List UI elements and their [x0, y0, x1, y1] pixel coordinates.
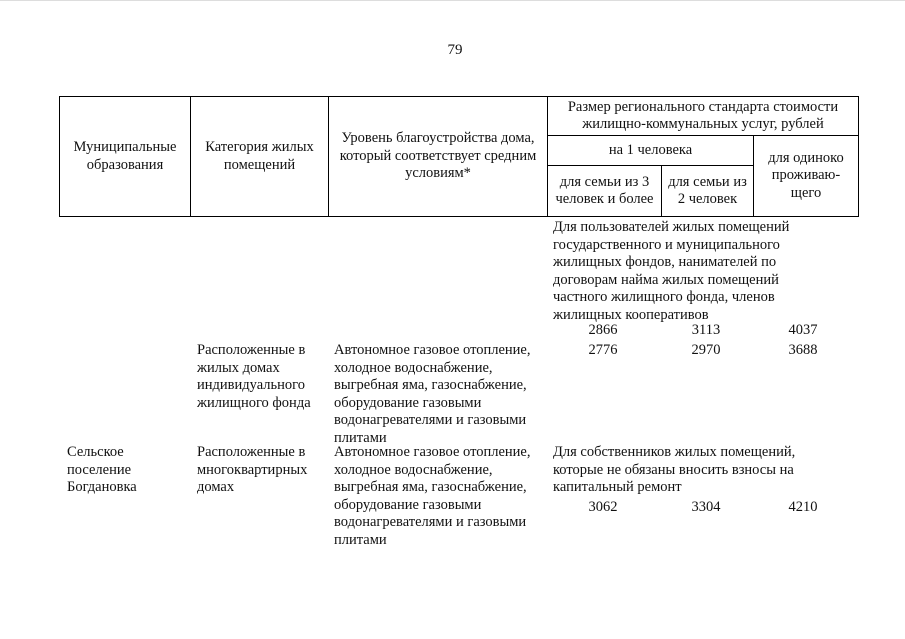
header-group-title: Размер регионального стандарта стоимости жилищно-коммунальных услуг, рублей [547, 96, 859, 136]
block2-category: Расположенные в многоквартирных домах [197, 444, 308, 495]
block2-level: Автономное газовое отопление, холодное водоснабжение, выгребная яма, газоснабжение, оборудование газовыми водонагревателями и газовыми плитами [334, 444, 531, 548]
header-per-person: на 1 человека [547, 135, 754, 166]
block1-caption: Для пользователей жилых помещений государственного и муниципального жилищных фондов, нанимателей по договорам найма жилых помещений частного жилищного фонда, членов жилищных кооперативов [553, 219, 790, 323]
block1-row0-single: 4037 [788, 322, 818, 338]
block2-family2: 3304 [691, 499, 721, 515]
header-family2: для семьи из 2 человек [661, 165, 754, 217]
header-family3: для семьи из 3 человек и более [547, 165, 662, 217]
block1-row0-family3: 2866 [588, 322, 618, 338]
block1-row0-family2: 3113 [691, 322, 721, 338]
block1-row1-category: Расположенные в жилых домах индивидуального жилищного фонда [197, 342, 311, 411]
header-municipality: Муниципальные образования [59, 96, 191, 217]
block1-row1-family3: 2776 [588, 342, 618, 358]
block1-row1-level: Автономное газовое отопление, холодное водоснабжение, выгребная яма, газоснабжение, оборудование газовыми водонагревателями и газовыми плитами [334, 342, 531, 446]
block1-row1-family2: 2970 [691, 342, 721, 358]
block2-family3: 3062 [588, 499, 618, 515]
block2-municipality: Сельское поселение Богдановка [67, 444, 137, 495]
header-category: Категория жилых помещений [190, 96, 329, 217]
block1-row1-single: 3688 [788, 342, 818, 358]
header-single: для одиноко проживаю-щего [753, 135, 859, 217]
block2-single: 4210 [788, 499, 818, 515]
block2-caption: Для собственников жилых помещений, которые не обязаны вносить взносы на капитальный ремонт [553, 444, 796, 495]
page-number: 79 [447, 42, 463, 58]
scan-edge [0, 0, 905, 4]
header-level: Уровень благоустройства дома, который соответствует средним условиям* [328, 96, 548, 217]
